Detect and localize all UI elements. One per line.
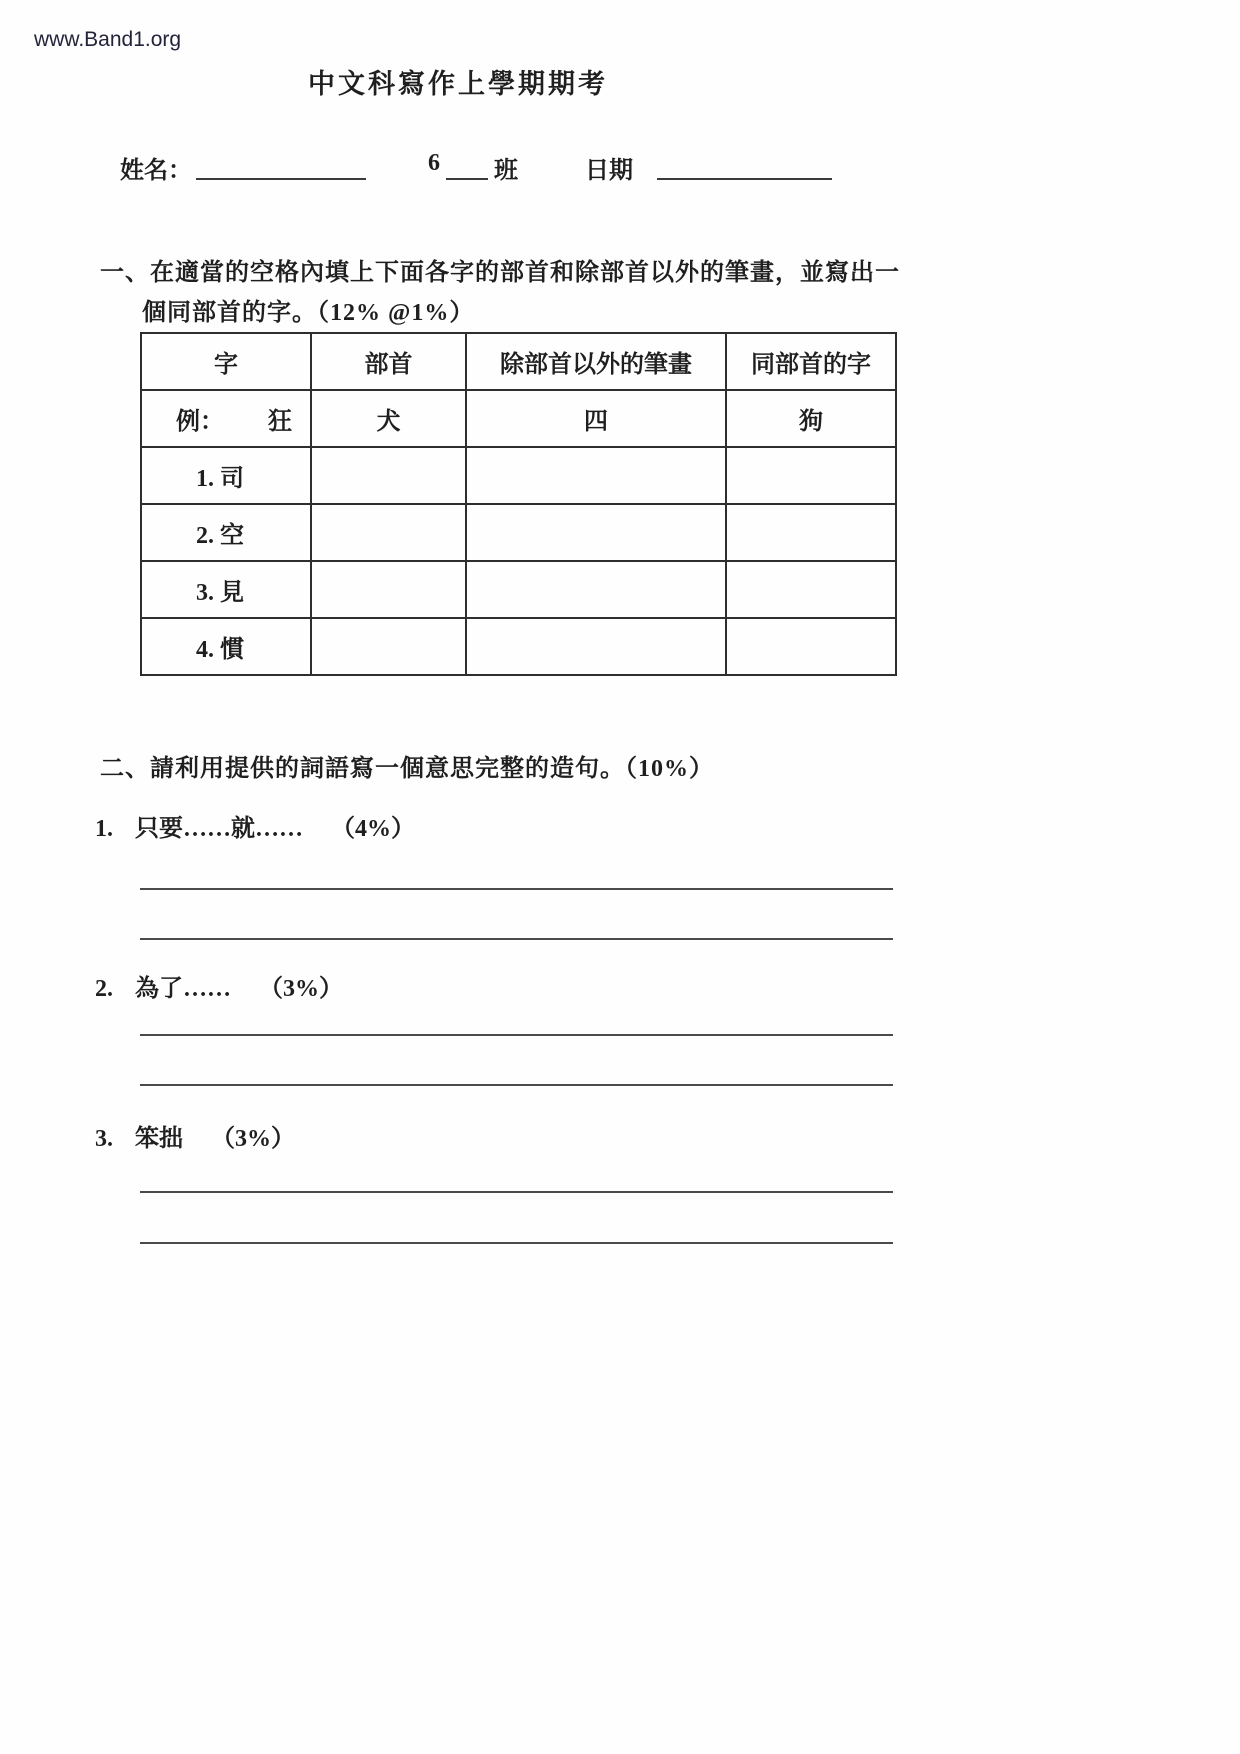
example-character: 狂 [268, 409, 292, 435]
question-2 [95, 968, 343, 1003]
empty-cell [311, 618, 466, 675]
table-row [141, 447, 896, 504]
table-row [141, 618, 896, 675]
empty-cell [726, 618, 896, 675]
name-label: 姓名： [120, 158, 192, 184]
page-title: 中文科寫作上學期期考 [308, 69, 608, 99]
example-strokes-cell: 四 [466, 390, 726, 447]
question-2-marks: （3%） [259, 976, 343, 1002]
empty-cell [311, 504, 466, 561]
empty-cell [726, 447, 896, 504]
section2-heading: 二、請利用提供的詞語寫一個意思完整的造句。（10%） [100, 756, 714, 782]
class-label: 班 [494, 158, 518, 184]
table-header-row [141, 333, 896, 390]
answer-line [140, 1034, 893, 1036]
question-1-text: 只要……就…… [135, 816, 303, 842]
date-blank [657, 178, 832, 180]
col-header-strokes: 除部首以外的筆畫 [466, 333, 726, 390]
watermark-text: www.Band1.org [34, 28, 182, 51]
section1-heading-line1: 一、在適當的空格內填上下面各字的部首和除部首以外的筆畫，並寫出一 [100, 260, 900, 286]
row1-character: 1. 司 [141, 447, 311, 504]
empty-cell [466, 561, 726, 618]
table-row [141, 561, 896, 618]
answer-line [140, 1242, 893, 1244]
empty-cell [466, 504, 726, 561]
row3-character: 3. 見 [141, 561, 311, 618]
question-1-marks: （4%） [331, 816, 415, 842]
empty-cell [311, 561, 466, 618]
empty-cell [726, 504, 896, 561]
empty-cell [466, 447, 726, 504]
col-header-character: 字 [141, 333, 311, 390]
col-header-same-radical: 同部首的字 [726, 333, 896, 390]
question-2-number: 2. [95, 976, 113, 1002]
answer-line [140, 1084, 893, 1086]
class-blank [446, 178, 488, 180]
question-3 [95, 1118, 295, 1153]
section1-heading-line2: 個同部首的字。（12% @1%） [142, 300, 475, 326]
answer-line [140, 938, 893, 940]
row2-character: 2. 空 [141, 504, 311, 561]
example-same-radical-cell: 狗 [726, 390, 896, 447]
question-3-number: 3. [95, 1126, 113, 1152]
example-character-cell [141, 390, 311, 447]
table-example-row [141, 390, 896, 447]
answer-line [140, 1191, 893, 1193]
empty-cell [311, 447, 466, 504]
date-label: 日期 [585, 158, 633, 184]
row4-character: 4. 慣 [141, 618, 311, 675]
example-radical-cell: 犬 [311, 390, 466, 447]
example-label: 例： [176, 409, 224, 435]
question-3-text: 笨拙 [135, 1126, 183, 1152]
class-number: 6 [428, 150, 440, 176]
radical-table [140, 332, 897, 676]
col-header-radical: 部首 [311, 333, 466, 390]
question-3-marks: （3%） [211, 1126, 295, 1152]
question-1-number: 1. [95, 816, 113, 842]
name-blank [196, 178, 366, 180]
empty-cell [466, 618, 726, 675]
empty-cell [726, 561, 896, 618]
answer-line [140, 888, 893, 890]
table-row [141, 504, 896, 561]
question-1 [95, 808, 415, 843]
question-2-text: 為了…… [135, 976, 231, 1002]
